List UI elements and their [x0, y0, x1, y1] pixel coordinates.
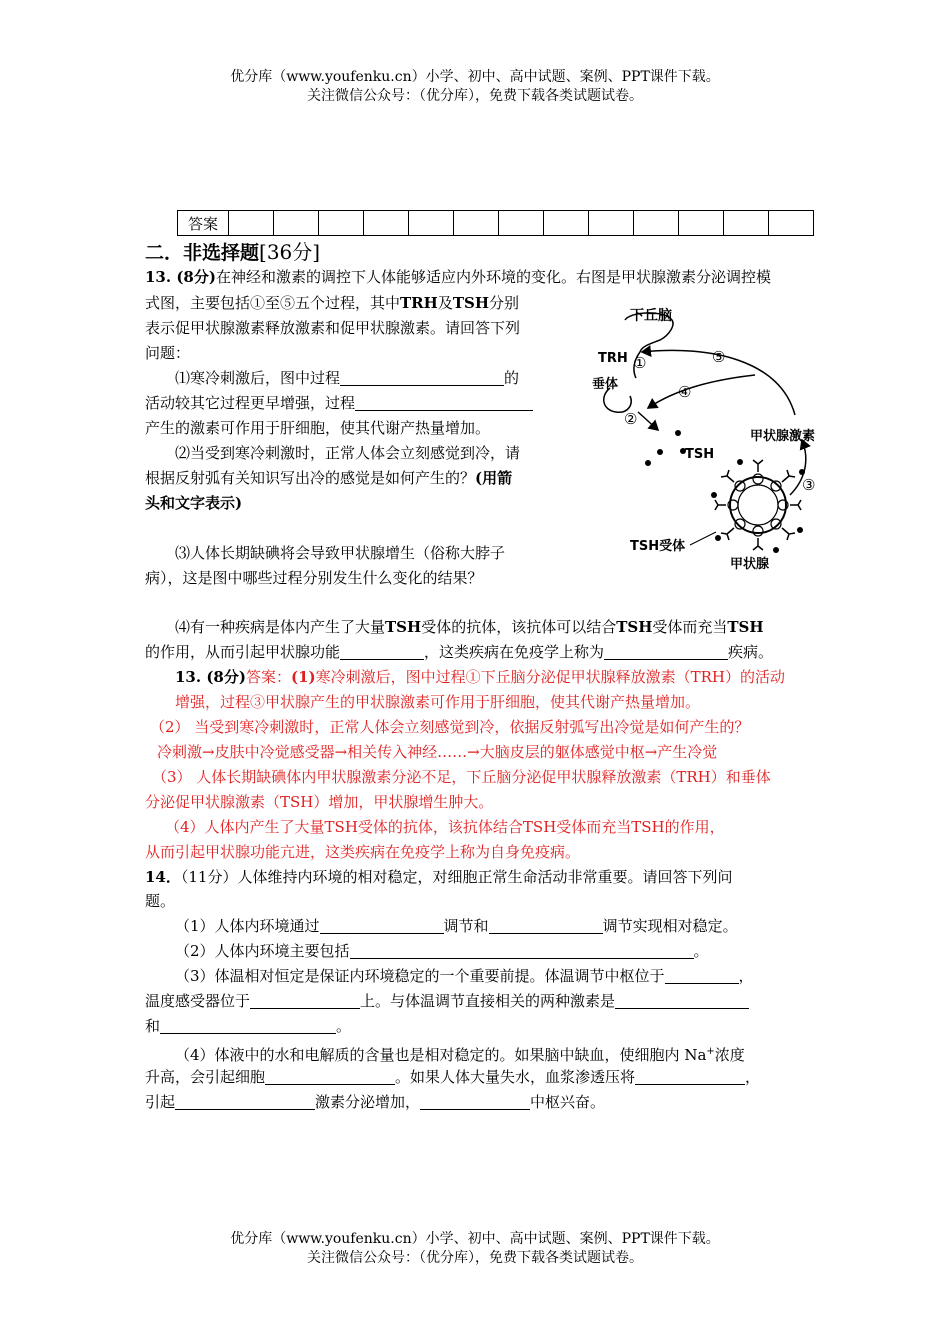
answer-cell — [454, 211, 499, 236]
tsh-receptor-label: TSH受体 — [630, 539, 686, 554]
answer-table — [177, 210, 814, 236]
q13-line-2: 式图，主要包括①至⑤五个过程，其中TRH及TSH分别 — [145, 294, 520, 312]
answer-blank[interactable] — [604, 644, 728, 660]
answer-cell — [544, 211, 589, 236]
q13-line-3: 表示促甲状腺激素释放激素和促甲状腺激素。请回答下列 — [145, 319, 521, 337]
footer-line-1: 优分库（www.youfenku.cn）小学、初中、高中试题、案例、PPT课件下载。 — [230, 1231, 720, 1247]
q13-part2-line-1: ⑵当受到寒冷刺激时，正常人体会立刻感觉到冷，请 — [175, 444, 521, 462]
answer-blank[interactable] — [350, 943, 694, 959]
answer-blank[interactable] — [489, 918, 603, 934]
process-1-label: ① — [633, 354, 647, 372]
answer-blank[interactable] — [635, 1069, 745, 1085]
q13-part2-line-3: 头和文字表示) — [145, 494, 243, 512]
q14-part4-line-2: 升高，会引起细胞 。如果人体大量失水，血浆渗透压将 ， — [145, 1068, 761, 1086]
answer13-line-7: （4）人体内产生了大量TSH受体的抗体，该抗体结合TSH受体而充当TSH的作用， — [165, 818, 725, 836]
answer-blank[interactable] — [615, 993, 749, 1009]
answer13-line-2: 增强，过程③甲状腺产生的甲状腺激素可作用于肝细胞，使其代谢产热量增加。 — [175, 693, 701, 711]
answer13-line-1: 13. (8分)答案：(1)寒冷刺激后，图中过程①下丘脑分泌促甲状腺释放激素（TRH）的活动 — [175, 668, 785, 686]
q13-line-4: 问题： — [145, 344, 191, 362]
thyroid-hormone-label: 甲状腺激素 — [750, 429, 816, 444]
q13-part3-line-2: 病），这是图中哪些过程分别发生什么变化的结果？ — [145, 569, 483, 587]
hypothalamus-label: 下丘脑 — [630, 308, 672, 324]
q14-part4-line-3: 引起 激素分泌增加， 中枢兴奋。 — [145, 1093, 606, 1111]
q13-part4-line-2: 的作用，从而引起甲状腺功能 ，这类疾病在免疫学上称为 疾病。 — [145, 643, 774, 661]
answer-blank[interactable] — [665, 968, 739, 984]
thyroid-label: 甲状腺 — [730, 557, 770, 572]
q14-part2: （2）人体内环境主要包括 。 — [175, 942, 709, 960]
q13-part1-line-3: 产生的激素可作用于肝细胞，使其代谢产热量增加。 — [145, 419, 491, 437]
q13-part1-line-1: ⑴寒冷刺激后，图中过程 的 — [175, 369, 520, 387]
answer13-line-5: （3） 人体长期缺碘体内甲状腺激素分泌不足，下丘脑分泌促甲状腺释放激素（TRH）和垂体 — [152, 768, 771, 786]
q13-part1-line-2: 活动较其它过程更早增强，过程 — [145, 391, 533, 415]
q13-part2-line-2: 根据反射弧有关知识写出冷的感觉是如何产生的？(用箭 — [145, 469, 513, 487]
q14-part3-line-1: （3）体温相对恒定是保证内环境稳定的一个重要前提。体温调节中枢位于 ， — [175, 967, 754, 985]
answer-cell — [274, 211, 319, 236]
footer-line-2: 关注微信公众号：（优分库），免费下载各类试题试卷。 — [307, 1250, 643, 1266]
q14-part4-line-1: （4）体液中的水和电解质的含量也是相对稳定的。如果脑中缺血，使细胞内 Na+浓度 — [175, 1046, 745, 1064]
q14-line-2: 题。 — [145, 892, 176, 910]
answer-cell — [679, 211, 724, 236]
answer-blank[interactable] — [340, 370, 504, 386]
answer-table-label: 答案 — [178, 211, 229, 236]
answer-cell — [229, 211, 274, 236]
answer-cell — [724, 211, 769, 236]
answer-cell — [589, 211, 634, 236]
header-line-2: 关注微信公众号：（优分库），免费下载各类试题试卷。 — [307, 88, 643, 104]
q14-part1: （1）人体内环境通过 调节和 调节实现相对稳定。 — [175, 917, 738, 935]
answer13-line-8: 从而引起甲状腺功能亢进，这类疾病在免疫学上称为自身免疫病。 — [145, 843, 581, 861]
process-5-label: ⑤ — [712, 348, 726, 366]
q13-part4-line-1: ⑷有一种疾病是体内产生了大量TSH受体的抗体，该抗体可以结合TSH受体而充当TSH — [175, 618, 764, 636]
answer-blank[interactable] — [160, 1018, 336, 1034]
answer-cell — [769, 211, 814, 236]
answer13-line-3: （2） 当受到寒冷刺激时，正常人体会立刻感觉到冷，依据反射弧写出冷觉是如何产生的？ — [150, 718, 750, 736]
q14-part3-line-3: 和 。 — [145, 1017, 352, 1035]
answer-blank[interactable] — [355, 395, 533, 411]
answer-blank[interactable] — [320, 918, 444, 934]
answer-cell — [364, 211, 409, 236]
answer-cell — [634, 211, 679, 236]
section-title: 二．非选择题[36分] — [145, 240, 321, 264]
process-2-label: ② — [624, 410, 638, 428]
answer13-line-4: 冷刺激→皮肤中冷觉感受器→相关传入神经……→大脑皮层的躯体感觉中枢→产生冷觉 — [157, 743, 718, 761]
answer-cell — [319, 211, 364, 236]
trh-label: TRH — [598, 351, 628, 366]
process-3-label: ③ — [802, 476, 816, 494]
answer-blank[interactable] — [265, 1069, 395, 1085]
thyroid-regulation-diagram — [590, 300, 840, 580]
pituitary-label: 垂体 — [592, 377, 619, 392]
answer-cell — [499, 211, 544, 236]
answer13-line-6: 分泌促甲状腺激素（TSH）增加，甲状腺增生肿大。 — [145, 793, 494, 811]
q13-part3-line-1: ⑶人体长期缺碘将会导致甲状腺增生（俗称大脖子 — [175, 544, 506, 562]
header-line-1: 优分库（www.youfenku.cn）小学、初中、高中试题、案例、PPT课件下载。 — [230, 69, 720, 85]
q14-part3-line-2: 温度感受器位于 上。与体温调节直接相关的两种激素是 — [145, 989, 749, 1013]
tsh-label: TSH — [685, 447, 715, 462]
answer-blank[interactable] — [250, 993, 360, 1009]
answer-cell — [409, 211, 454, 236]
answer-blank[interactable] — [175, 1094, 315, 1110]
answer-blank[interactable] — [420, 1094, 530, 1110]
process-4-label: ④ — [678, 383, 692, 401]
q13-line-1: 13. (8分)在神经和激素的调控下人体能够适应内外环境的变化。右图是甲状腺激素分泌调控模 — [145, 268, 771, 286]
answer-blank[interactable] — [340, 644, 424, 660]
q14-line-1: 14．（11分）人体维持内环境的相对稳定，对细胞正常生命活动非常重要。请回答下列问 — [145, 868, 733, 886]
